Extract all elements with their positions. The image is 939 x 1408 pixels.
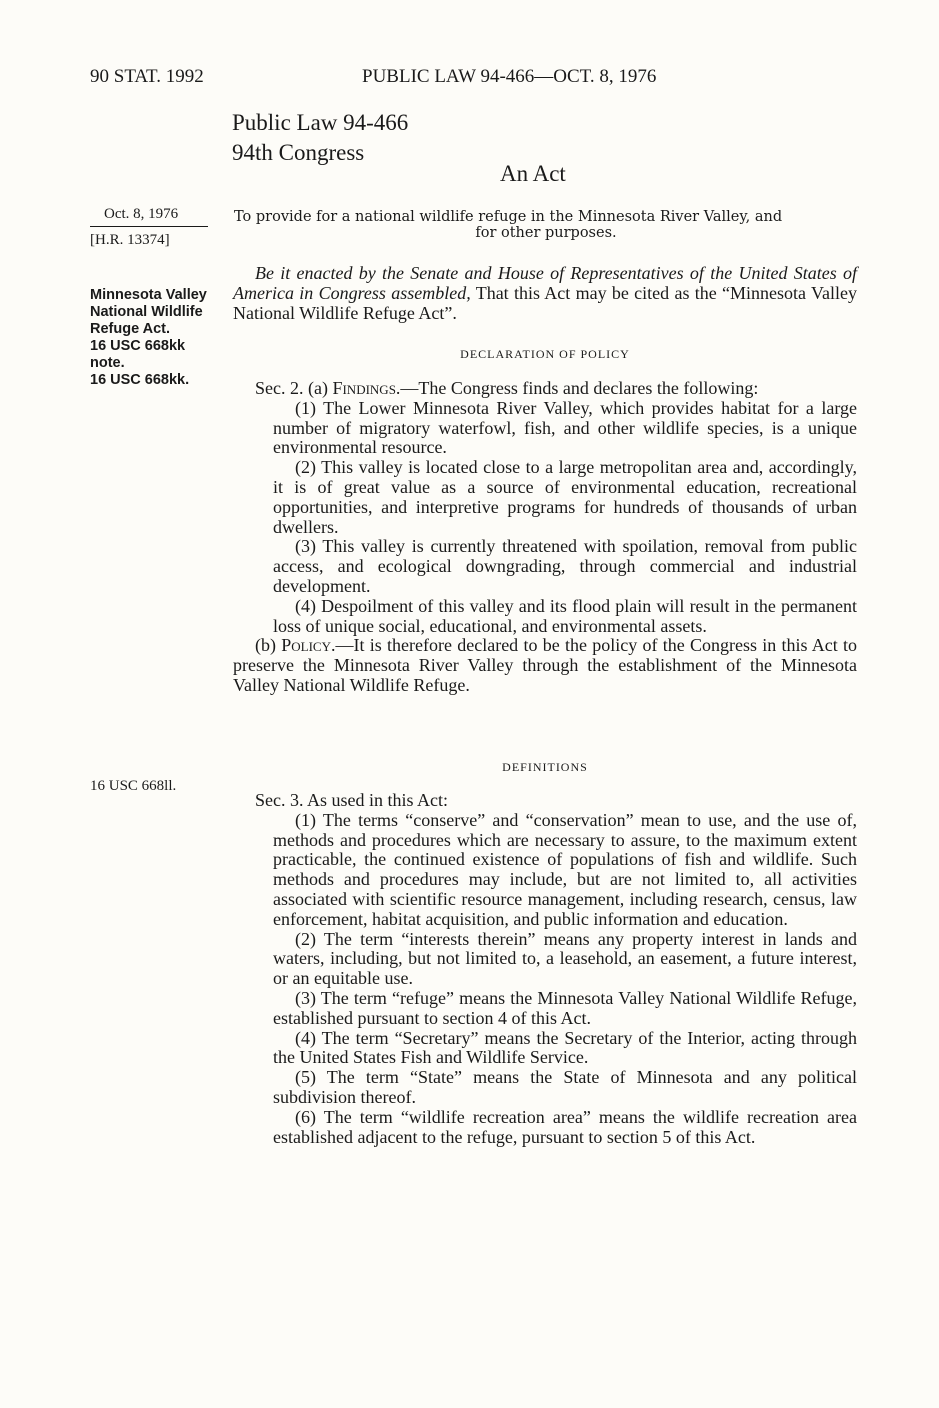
act-title: An Act <box>500 161 566 186</box>
congress-number: 94th Congress <box>232 140 365 165</box>
short-title-clause: That this Act may be cited as the “Minnesota Valley National Wildlife Refuge Act”. <box>233 282 857 323</box>
section-3 <box>233 791 857 1147</box>
stat-page-number: 90 STAT. 1992 <box>90 66 204 87</box>
sec3-intro: Sec. 3. As used in this Act: <box>255 790 448 810</box>
margin-usc-citation: 16 USC 668kk. <box>90 372 190 388</box>
policy-prefix: (b) <box>255 635 276 656</box>
enacting-formula: Be it enacted by the Senate and House of Representatives of the United States of America in Congress assembled, <box>233 263 857 303</box>
definition-item: (5) The term “State” means the State of Minnesota and any political subdivision thereof. <box>273 1067 857 1107</box>
margin-notes-block <box>90 287 220 389</box>
margin-bill-number: [H.R. 13374] <box>90 232 170 248</box>
finding-item: (1) The Lower Minnesota River Valley, which provides habitat for a large number of migratory waterfowl, fish, and other wildlife species, is a unique environmental resource. <box>273 397 857 458</box>
sec2-label: Sec. 2. (a) <box>255 378 328 398</box>
margin-usc-note: 16 USC 668kk note. <box>90 338 186 371</box>
purpose-line-1: To provide for a national wildlife refuge in the Minnesota River Valley, and <box>234 209 783 225</box>
definition-item: (2) The term “interests therein” means any property interest in lands and waters, including, but not limited to, a leasehold, an easement, a future interest, or an equitable use. <box>273 928 857 989</box>
margin-usc-citation-sec3: 16 USC 668ll. <box>90 778 177 794</box>
finding-item: (3) This valley is currently threatened with spoilation, removal from public access, and ecological downgrading, through commercial and industrial development. <box>273 536 857 596</box>
declaration-heading: DECLARATION OF POLICY <box>460 347 630 361</box>
margin-short-title: Minnesota Valley National Wildlife Refuge Act. <box>90 287 207 337</box>
margin-divider <box>90 226 208 227</box>
finding-item: (2) This valley is located close to a large metropolitan area and, accordingly, it is of great value as a source of environmental education, recreational opportunities, and interpretive programs for hundreds of thousands of urban dwellers. <box>273 457 857 537</box>
section-2 <box>233 379 857 696</box>
findings-label: Findings. <box>332 378 401 398</box>
public-law-number: Public Law 94-466 <box>232 110 409 135</box>
policy-text: —It is therefore declared to be the policy of the Congress in this Act to preserve the Minnesota River Valley through the establishment of the Minnesota Valley National Wildlife Refuge. <box>233 635 857 695</box>
finding-item: (4) Despoilment of this valley and its flood plain will result in the permanent loss of unique social, educational, and environmental assets. <box>273 595 857 636</box>
definition-item: (6) The term “wildlife recreation area” means the wildlife recreation area established adjacent to the refuge, pursuant to section 5 of this Act. <box>273 1106 857 1147</box>
policy-label: Policy. <box>281 635 336 656</box>
act-purpose <box>234 209 858 241</box>
margin-date: Oct. 8, 1976 <box>104 206 179 222</box>
findings-intro: —The Congress finds and declares the following: <box>400 378 759 398</box>
definition-item: (1) The terms “conserve” and “conservation” mean to use, and the use of, methods and procedures which are necessary to assure, to the maximum extent practicable, the continued existence of populations of fish and wildlife. Such methods and procedures may include, but are not limited to, all activities associated with scientific resource management, including research, census, law enforcement, habitat acquisition, and public information and education. <box>273 809 857 929</box>
definition-item: (4) The term “Secretary” means the Secretary of the Interior, acting through the United States Fish and Wildlife Service. <box>273 1027 857 1068</box>
enacting-clause <box>233 264 857 323</box>
definitions-heading: DEFINITIONS <box>502 760 588 774</box>
purpose-line-2: for other purposes. <box>475 225 617 241</box>
running-title: PUBLIC LAW 94-466—OCT. 8, 1976 <box>362 66 657 87</box>
definition-item: (3) The term “refuge” means the Minnesota Valley National Wildlife Refuge, established pursuant to section 4 of this Act. <box>273 987 857 1028</box>
